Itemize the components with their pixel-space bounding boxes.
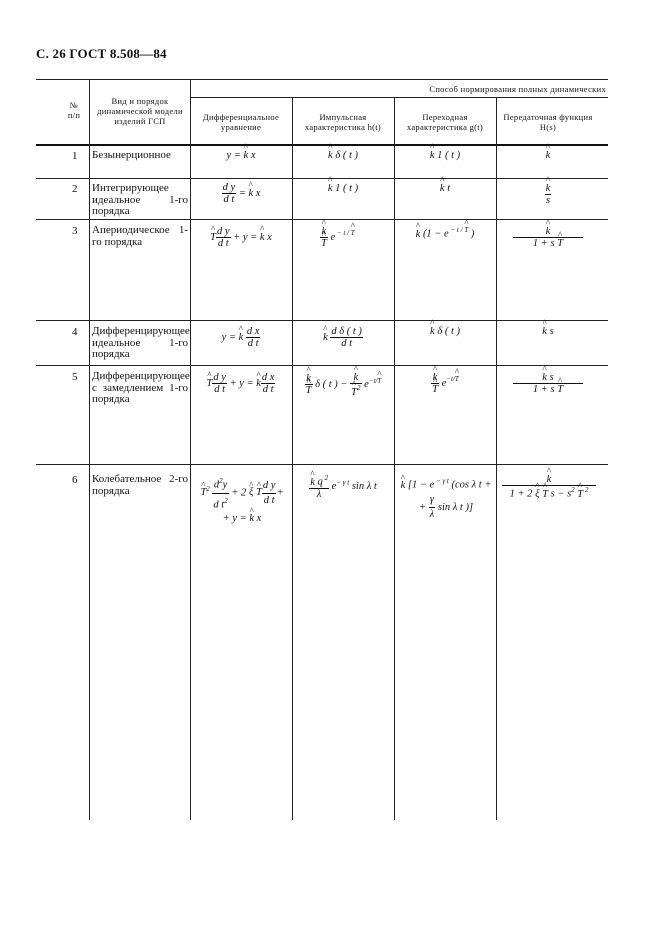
formula-step-6: ^ k [1 − e $^{- \gamma t}$ (cos λ t + + $\frac{\gamma}{\lambda}$ sin λ t )] [396, 474, 496, 522]
col-divider-5 [496, 97, 497, 820]
formula-impulse-2: ^ k 1 ( t ) [294, 183, 392, 194]
formula-step-3: ^ k (1 − e $^{- t / \^{} T}$ ) [396, 226, 494, 240]
formula-diff-eq-4: y = ^ k $\frac{\text{d x}}{\text{d t}}$ [192, 326, 290, 349]
page-header: С. 26 ГОСТ 8.508—84 [36, 46, 167, 61]
row-5-rule [36, 464, 608, 465]
formula-impulse-5: ^ k ^ T δ ( t ) − ^ k ^ $T^2$ $e^{-t/\^{} T}$ [294, 372, 392, 398]
formula-transfer-1: ^ k [498, 150, 598, 161]
formula-transfer-6: ^ $\frac{k}{1 + 2 \^{} \xi \^{} T s - s^2 \^{} T ^2}$ [498, 474, 600, 500]
row-6-num: 6 [72, 474, 78, 486]
row-2-name: Интегрирующее идеальное 1-го порядка [92, 182, 188, 217]
formula-step-2: ^ k t [396, 183, 494, 194]
row-4-name: Дифференцирующее идеальное 1-го порядка [92, 325, 190, 360]
row-3-name: Апериодическое 1-го порядка [92, 224, 188, 248]
row-1-num: 1 [72, 150, 78, 162]
formula-diff-eq-2: $\frac{\text{d y}}{\text{d t}}$ = ^ k x [192, 182, 290, 205]
row-5-name: Дифференцирующее с замедлением 1-го порядка [92, 370, 190, 405]
group-header-rule [190, 97, 608, 98]
group-header: Способ нормирования полных динамических [429, 84, 606, 94]
sub-header-step: Переходная характеристика g(t) [406, 112, 484, 132]
col-num-header: № п/п [67, 100, 81, 120]
header-bottom-rule [36, 144, 608, 146]
formula-step-1: ^ k 1 ( t ) [396, 150, 494, 161]
col-model-header: Вид и порядок динамической модели изделий ГСП [97, 96, 183, 126]
formula-impulse-3: ^ k ^ T e $^{- t / \^{} T}$ [294, 226, 392, 249]
row-4-rule [36, 365, 608, 366]
formula-impulse-6: ^ $\frac{k q ^2}{\lambda}$ $e^{- \gamma t}$ sin λ t [294, 474, 392, 500]
table-top-border [36, 79, 608, 80]
formula-step-4: ^ k δ ( t ) [396, 326, 494, 337]
sub-header-impulse: Импульсная характеристика h(t) [304, 112, 382, 132]
formula-diff-eq-5: ^ T $\frac{\text{d y}}{\text{d t}}$ + y = ^ k $\frac{\text{d x}}{\text{d t}}$ [192, 372, 290, 395]
formula-step-5: ^ k ^ T $e^{-t/\^{} T}$ [396, 372, 494, 395]
row-2-num: 2 [72, 183, 78, 195]
formula-diff-eq-6: ^ $T^2$ $\frac{d^2y}{d t^2}$ + 2 ^ ξ ^ T $\frac{\text{d y}}{\text{d t}}$ + + y = ^ k x [192, 474, 292, 526]
row-1-rule [36, 178, 608, 179]
row-3-rule [36, 320, 608, 321]
formula-transfer-2: ^ $\frac{k}{s}$ [498, 183, 598, 206]
formula-impulse-4: ^ k $\frac{\text{d δ ( t )}}{\text{d t}}$ [294, 326, 392, 349]
row-6-name: Колебательное 2-го порядка [92, 473, 188, 497]
row-5-num: 5 [72, 371, 78, 383]
formula-transfer-3: ^ $\frac{k}{1 + s \^{} T}$ [498, 226, 598, 249]
sub-header-transfer: Передаточная функция H(s) [503, 112, 593, 132]
formula-diff-eq-1: y = ^ k x [192, 150, 290, 161]
formula-transfer-5: ^ $\frac{\text{k s}}{1 + s \^{} T}$ [498, 372, 598, 395]
col-divider-1 [89, 79, 90, 820]
row-3-num: 3 [72, 225, 78, 237]
formula-diff-eq-3: ^ T $\frac{\text{d y}}{\text{d t}}$ + y = ^ k x [192, 226, 290, 249]
row-1-name: Безынерционное [92, 149, 171, 161]
formula-transfer-4: ^ k s [498, 326, 598, 337]
col-divider-2 [190, 79, 191, 820]
formula-impulse-1: ^ k δ ( t ) [294, 150, 392, 161]
col-divider-4 [394, 97, 395, 820]
sub-header-diff-eq: Дифференциальное уравнение [202, 112, 280, 132]
row-4-num: 4 [72, 326, 78, 338]
col-divider-3 [292, 97, 293, 820]
